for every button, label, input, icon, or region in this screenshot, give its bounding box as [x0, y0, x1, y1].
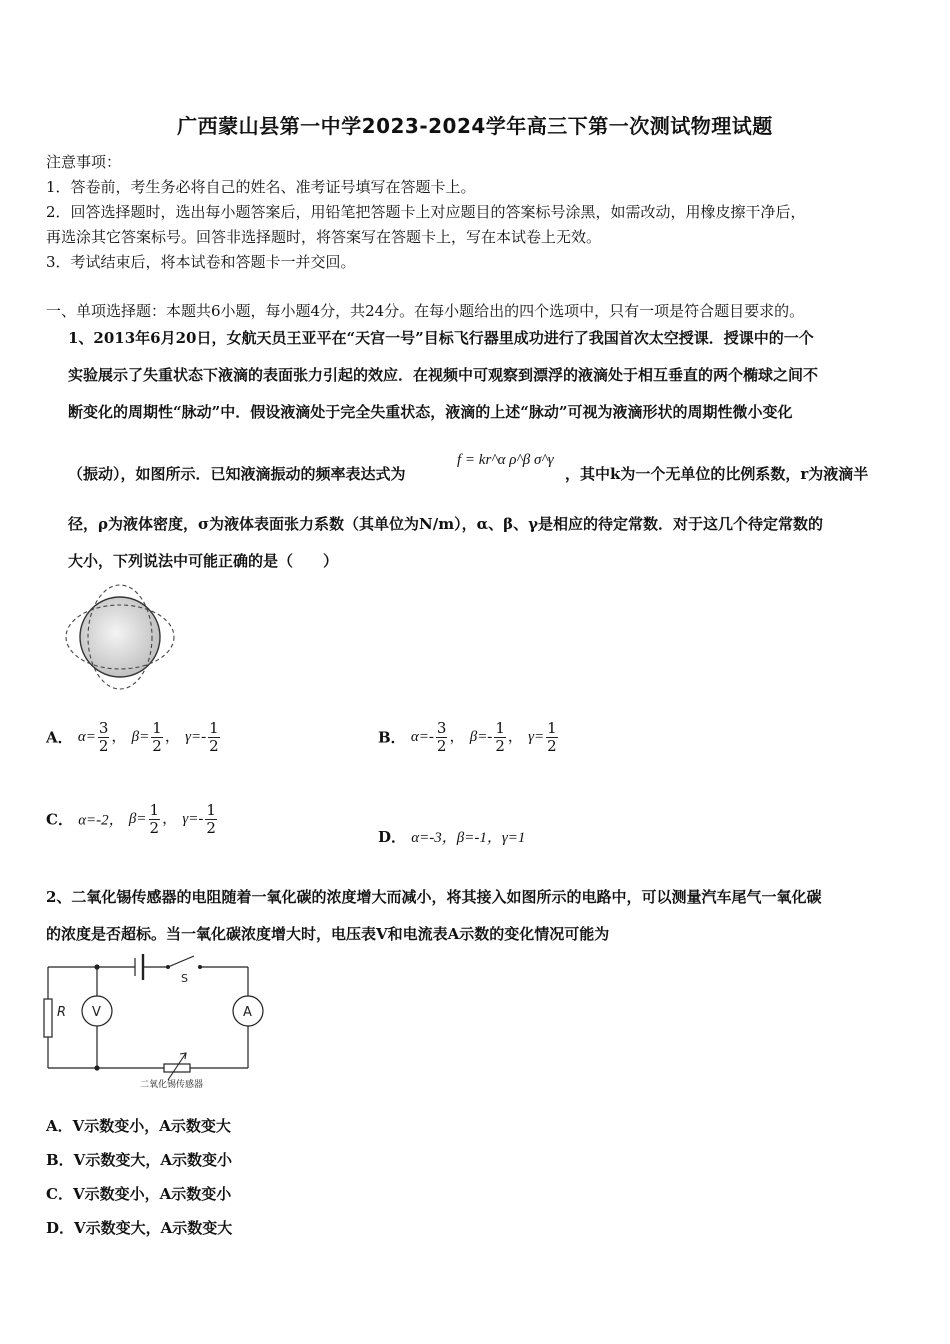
frac-num: 1	[152, 719, 162, 737]
q2-option-d[interactable]: D．V示数变大，A示数变大	[46, 1219, 233, 1237]
droplet-figure	[60, 582, 180, 692]
q1-text: 径，ρ为液体密度，σ为液体表面张力系数（其单位为N/m），α、β、γ是相应的待定常数．对于这几个待定常数的	[68, 515, 824, 533]
option-label: D．	[378, 828, 407, 846]
q1-option-a[interactable]: A． α= $\frac{3}{2}$ ， β= $\frac{1}{2}$ ， γ=- $\frac{1}{2}$	[46, 719, 219, 755]
frac-num: 1	[209, 719, 219, 737]
alpha-term: α=-2，	[78, 812, 124, 829]
q1-option-d[interactable]	[378, 826, 525, 847]
frac-den: 2	[206, 818, 216, 837]
q1-text: 大小，下列说法中可能正确的是（ ）	[68, 552, 339, 570]
frac-num: 1	[206, 801, 216, 819]
frac-num: 1	[495, 719, 505, 737]
q2-option-c[interactable]: C．V示数变小，A示数变小	[46, 1185, 232, 1203]
beta-term: β=	[128, 811, 147, 827]
circuit-diagram	[40, 950, 280, 1092]
frac-num: 1	[149, 801, 160, 819]
gamma-term: γ=-	[185, 729, 207, 745]
frequency-formula: f = kr^α ρ^β σ^γ	[457, 452, 554, 468]
q2-option-a[interactable]: A．V示数变小，A示数变大	[46, 1117, 231, 1135]
q1-text: ，其中k为一个无单位的比例系数，r为液滴半	[565, 465, 869, 483]
junction-dot	[94, 964, 99, 969]
q1-text: （振动），如图所示．已知液滴振动的频率表达式为	[68, 465, 406, 483]
ammeter-label: A	[243, 1005, 252, 1020]
option-d-text: α=-3，β=-1，γ=1	[411, 830, 526, 846]
frac-num: 3	[98, 719, 109, 737]
q1-text: 实验展示了失重状态下液滴的表面张力引起的效应．在视频中可观察到漂浮的液滴处于相互垂直的两个椭球之间不	[68, 366, 819, 384]
notice-item: 再选涂其它答案标号。回答非选择题时，将答案写在答题卡上，写在本试卷上无效。	[46, 228, 602, 246]
frac-den: 2	[495, 736, 505, 755]
option-label: A．	[46, 728, 73, 747]
section-heading: 一、单项选择题：本题共6小题，每小题4分，共24分。在每小题给出的四个选项中，只有一项是符合题目要求的。	[46, 302, 805, 320]
notice-item: 1．答卷前，考生务必将自己的姓名、准考证号填写在答题卡上。	[46, 178, 476, 196]
gamma-term: γ=	[528, 729, 545, 745]
frac-num: 3	[436, 719, 447, 737]
junction-dot	[94, 1065, 99, 1070]
sensor-label: 二氧化锡传感器	[140, 1080, 204, 1090]
frac-den: 2	[436, 736, 447, 755]
q1-option-b[interactable]: B． α=- $\frac{3}{2}$ ， β=- $\frac{1}{2}$ ， γ= $\frac{1}{2}$	[378, 719, 557, 755]
resistor-label: R	[57, 1005, 67, 1020]
page-title: 广西蒙山县第一中学2023-2024学年高三下第一次测试物理试题	[177, 114, 773, 138]
q1-option-c[interactable]: C． α=-2， β= $\frac{1}{2}$ ， γ=- $\frac{1}{2}$	[46, 801, 216, 837]
q1-text: 1、2013年6月20日，女航天员王亚平在“天宫一号”目标飞行器里成功进行了我国首次太空授课．授课中的一个	[68, 329, 814, 347]
frac-den: 2	[98, 736, 109, 755]
beta-term: β=	[131, 729, 150, 745]
frac-den: 2	[547, 736, 557, 755]
q1-text: 断变化的周期性“脉动”中．假设液滴处于完全失重状态，液滴的上述“脉动”可视为液滴形状的周期性微小变化	[68, 403, 793, 421]
notice-item: 2．回答选择题时，选出每小题答案后，用铅笔把答题卡上对应题目的答案标号涂黑，如需改动，用橡皮擦干净后，	[46, 203, 806, 221]
notice-heading: 注意事项：	[46, 153, 122, 171]
q2-option-b[interactable]: B．V示数变大，A示数变小	[46, 1151, 232, 1169]
voltmeter-label: V	[92, 1005, 101, 1020]
switch-label: S	[181, 972, 188, 985]
q2-text: 的浓度是否超标。当一氧化碳浓度增大时，电压表V和电流表A示数的变化情况可能为	[46, 925, 610, 943]
resistor-r	[44, 999, 52, 1037]
frac-den: 2	[152, 736, 162, 755]
notice-item: 3．考试结束后，将本试卷和答题卡一并交回。	[46, 253, 356, 271]
option-label: B．	[378, 728, 406, 747]
frac-den: 2	[209, 736, 219, 755]
frac-den: 2	[149, 818, 160, 837]
alpha-term: α=-	[410, 729, 434, 745]
frac-num: 1	[547, 719, 557, 737]
tin-oxide-sensor	[164, 1064, 190, 1072]
gamma-term: γ=-	[182, 811, 204, 827]
alpha-term: α=	[77, 729, 96, 745]
beta-term: β=-	[469, 729, 493, 745]
q2-text: 2、二氧化锡传感器的电阻随着一氧化碳的浓度增大而减小，将其接入如图所示的电路中，可以测量汽车尾气一氧化碳	[46, 888, 822, 906]
option-label: C．	[46, 810, 73, 829]
